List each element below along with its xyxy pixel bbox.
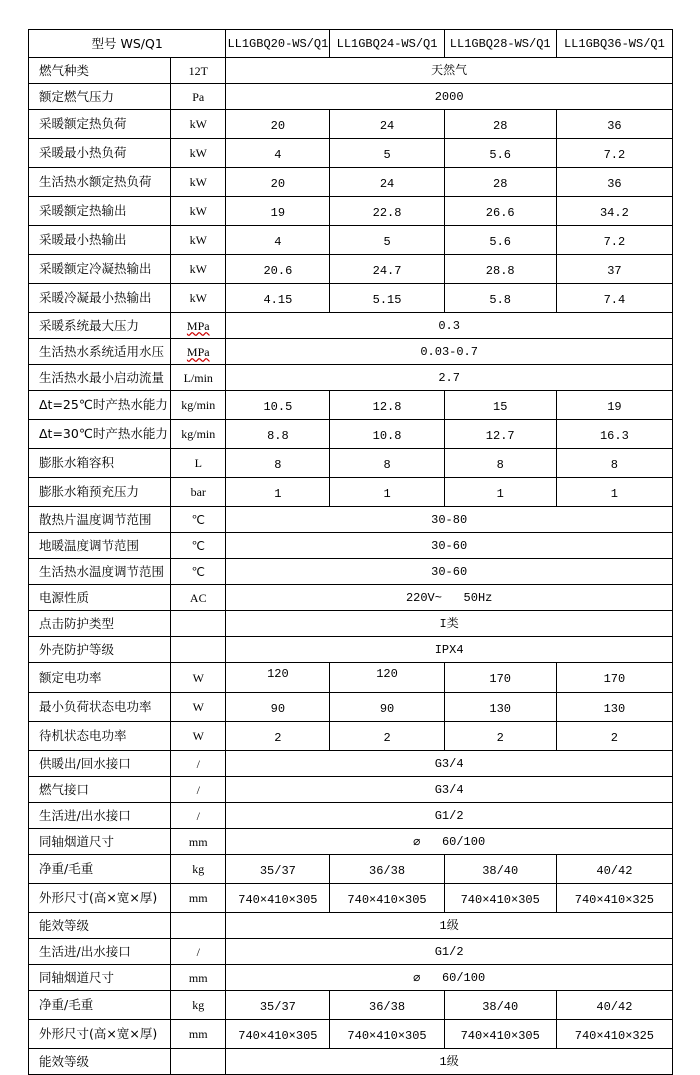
row-unit: kW [171, 168, 226, 197]
model-value: 35/37 [226, 991, 330, 1020]
model-value: 10.5 [226, 391, 330, 420]
model-value: 170 [444, 663, 556, 693]
row-label: 净重/毛重 [29, 855, 171, 884]
row-label: 采暖系统最大压力 [29, 313, 171, 339]
table-row [29, 884, 673, 913]
model-value: 20.6 [226, 255, 330, 284]
table-row [29, 255, 673, 284]
row-unit: kW [171, 226, 226, 255]
table-row [29, 58, 673, 84]
table-row [29, 478, 673, 507]
shared-value: I类 [226, 611, 673, 637]
model-value: 2 [330, 722, 444, 751]
model-value: 8 [226, 449, 330, 478]
row-unit: W [171, 693, 226, 722]
row-label: 采暖最小热输出 [29, 226, 171, 255]
model-value: 1 [444, 478, 556, 507]
row-unit: mm [171, 829, 226, 855]
shared-value: 0.3 [226, 313, 673, 339]
table-row [29, 533, 673, 559]
model-value: 8 [330, 449, 444, 478]
row-label: 散热片温度调节范围 [29, 507, 171, 533]
shared-value: G3/4 [226, 751, 673, 777]
model-value: 740×410×305 [444, 1020, 556, 1049]
model-value: 740×410×305 [330, 884, 444, 913]
model-value: 12.7 [444, 420, 556, 449]
row-unit: L [171, 449, 226, 478]
row-unit: / [171, 803, 226, 829]
table-row [29, 913, 673, 939]
row-unit: ℃ [171, 559, 226, 585]
model-value: 740×410×325 [556, 884, 672, 913]
shared-value: 天然气 [226, 58, 673, 84]
table-row [29, 168, 673, 197]
table-row [29, 284, 673, 313]
row-unit: bar [171, 478, 226, 507]
model-value: 19 [556, 391, 672, 420]
model-value: 35/37 [226, 855, 330, 884]
row-unit: / [171, 751, 226, 777]
model-value: 8.8 [226, 420, 330, 449]
table-row [29, 365, 673, 391]
row-label: 膨胀水箱预充压力 [29, 478, 171, 507]
table-row [29, 637, 673, 663]
table-row [29, 965, 673, 991]
shared-value: 1级 [226, 1049, 673, 1075]
row-label: 采暖额定热负荷 [29, 110, 171, 139]
model-value: 4 [226, 226, 330, 255]
model-value: 130 [444, 693, 556, 722]
table-row [29, 803, 673, 829]
row-label: 供暖出/回水接口 [29, 751, 171, 777]
model-value: 120 [226, 663, 330, 693]
row-unit: L/min [171, 365, 226, 391]
model-header: LL1GBQ24-WS/Q1 [330, 30, 444, 58]
table-row [29, 197, 673, 226]
model-value: 5.6 [444, 226, 556, 255]
model-value: 7.4 [556, 284, 672, 313]
table-row [29, 751, 673, 777]
shared-value: IPX4 [226, 637, 673, 663]
model-value: 20 [226, 110, 330, 139]
model-value: 20 [226, 168, 330, 197]
model-value: 16.3 [556, 420, 672, 449]
row-unit: / [171, 939, 226, 965]
table-row [29, 391, 673, 420]
model-value: 4.15 [226, 284, 330, 313]
row-label: 能效等级 [29, 913, 171, 939]
model-value: 90 [226, 693, 330, 722]
table-row [29, 991, 673, 1020]
spec-table [28, 29, 673, 1075]
row-unit [171, 611, 226, 637]
row-label: 生活热水额定热负荷 [29, 168, 171, 197]
row-label: 生活进/出水接口 [29, 803, 171, 829]
model-value: 1 [330, 478, 444, 507]
row-unit: kW [171, 284, 226, 313]
row-unit: kW [171, 139, 226, 168]
model-value: 15 [444, 391, 556, 420]
row-unit: kg [171, 855, 226, 884]
row-unit: / [171, 777, 226, 803]
model-value: 2 [444, 722, 556, 751]
row-unit: kg [171, 991, 226, 1020]
row-unit: 12T [171, 58, 226, 84]
model-value: 38/40 [444, 855, 556, 884]
row-label: 膨胀水箱容积 [29, 449, 171, 478]
table-row [29, 559, 673, 585]
table-row [29, 611, 673, 637]
unit-text: MPa [186, 318, 210, 333]
table-row [29, 449, 673, 478]
row-unit: W [171, 722, 226, 751]
model-value: 120 [330, 663, 444, 693]
shared-value: G3/4 [226, 777, 673, 803]
row-label: 生活热水最小启动流量 [29, 365, 171, 391]
row-label: 外形尺寸(高×宽×厚) [29, 1020, 171, 1049]
model-value: 90 [330, 693, 444, 722]
model-value: 5 [330, 139, 444, 168]
row-label: 电源性质 [29, 585, 171, 611]
model-value: 740×410×305 [330, 1020, 444, 1049]
model-header: LL1GBQ28-WS/Q1 [444, 30, 556, 58]
row-label: 采暖额定热输出 [29, 197, 171, 226]
model-value: 5.8 [444, 284, 556, 313]
row-unit [171, 637, 226, 663]
table-row [29, 139, 673, 168]
row-label: 外壳防护等级 [29, 637, 171, 663]
row-label: 点击防护类型 [29, 611, 171, 637]
row-unit [171, 313, 226, 339]
row-unit: kg/min [171, 420, 226, 449]
row-label: 最小负荷状态电功率 [29, 693, 171, 722]
shared-value: 30-60 [226, 559, 673, 585]
row-unit: mm [171, 1020, 226, 1049]
row-label: Δt=25℃时产热水能力 [29, 391, 171, 420]
row-unit: ℃ [171, 533, 226, 559]
shared-value: 0.03-0.7 [226, 339, 673, 365]
row-label: 同轴烟道尺寸 [29, 965, 171, 991]
model-value: 36 [556, 168, 672, 197]
row-unit: mm [171, 965, 226, 991]
model-value: 8 [444, 449, 556, 478]
shared-value: 2.7 [226, 365, 673, 391]
model-value: 740×410×305 [226, 884, 330, 913]
row-label: 燃气种类 [29, 58, 171, 84]
model-value: 40/42 [556, 991, 672, 1020]
table-row [29, 693, 673, 722]
shared-value: 220V~ 50Hz [226, 585, 673, 611]
row-label: 地暖温度调节范围 [29, 533, 171, 559]
row-label: Δt=30℃时产热水能力 [29, 420, 171, 449]
row-label: 待机状态电功率 [29, 722, 171, 751]
row-label: 生活热水系统适用水压 [29, 339, 171, 365]
table-row [29, 420, 673, 449]
shared-value: 30-80 [226, 507, 673, 533]
shared-value: 1级 [226, 913, 673, 939]
model-value: 7.2 [556, 226, 672, 255]
row-label: 采暖最小热负荷 [29, 139, 171, 168]
header-row [29, 30, 673, 58]
row-label: 生活进/出水接口 [29, 939, 171, 965]
row-unit [171, 1049, 226, 1075]
row-label: 采暖冷凝最小热输出 [29, 284, 171, 313]
shared-value: G1/2 [226, 803, 673, 829]
model-value: 22.8 [330, 197, 444, 226]
row-label: 燃气接口 [29, 777, 171, 803]
table-row [29, 226, 673, 255]
shared-value: ⌀ 60/100 [226, 829, 673, 855]
model-value: 170 [556, 663, 672, 693]
table-row [29, 829, 673, 855]
model-value: 28 [444, 110, 556, 139]
model-value: 28 [444, 168, 556, 197]
model-value: 24.7 [330, 255, 444, 284]
model-value: 26.6 [444, 197, 556, 226]
model-value: 1 [226, 478, 330, 507]
model-value: 24 [330, 168, 444, 197]
row-unit: kW [171, 197, 226, 226]
table-row [29, 663, 673, 693]
row-label: 采暖额定冷凝热输出 [29, 255, 171, 284]
model-value: 38/40 [444, 991, 556, 1020]
model-value: 10.8 [330, 420, 444, 449]
model-value: 37 [556, 255, 672, 284]
model-value: 740×410×305 [226, 1020, 330, 1049]
table-row [29, 507, 673, 533]
model-value: 36/38 [330, 991, 444, 1020]
row-label: 净重/毛重 [29, 991, 171, 1020]
model-value: 36 [556, 110, 672, 139]
row-unit: kg/min [171, 391, 226, 420]
model-value: 740×410×325 [556, 1020, 672, 1049]
model-header: LL1GBQ20-WS/Q1 [226, 30, 330, 58]
model-title: 型号 WS/Q1 [29, 30, 226, 58]
row-unit: W [171, 663, 226, 693]
row-unit: AC [171, 585, 226, 611]
row-unit: kW [171, 110, 226, 139]
shared-value: 2000 [226, 84, 673, 110]
table-row [29, 939, 673, 965]
model-value: 28.8 [444, 255, 556, 284]
table-row [29, 722, 673, 751]
row-label: 能效等级 [29, 1049, 171, 1075]
row-label: 生活热水温度调节范围 [29, 559, 171, 585]
unit-text: MPa [186, 344, 210, 359]
model-value: 24 [330, 110, 444, 139]
model-header: LL1GBQ36-WS/Q1 [556, 30, 672, 58]
model-value: 4 [226, 139, 330, 168]
model-value: 19 [226, 197, 330, 226]
table-row [29, 1020, 673, 1049]
table-row [29, 585, 673, 611]
table-row [29, 110, 673, 139]
model-value: 8 [556, 449, 672, 478]
model-value: 12.8 [330, 391, 444, 420]
row-unit: ℃ [171, 507, 226, 533]
model-value: 7.2 [556, 139, 672, 168]
table-row [29, 84, 673, 110]
model-value: 740×410×305 [444, 884, 556, 913]
model-value: 2 [226, 722, 330, 751]
row-unit [171, 913, 226, 939]
shared-value: G1/2 [226, 939, 673, 965]
row-label: 外形尺寸(高×宽×厚) [29, 884, 171, 913]
row-unit [171, 339, 226, 365]
table-row [29, 777, 673, 803]
model-value: 5 [330, 226, 444, 255]
model-value: 5.6 [444, 139, 556, 168]
row-label: 同轴烟道尺寸 [29, 829, 171, 855]
model-value: 1 [556, 478, 672, 507]
model-value: 130 [556, 693, 672, 722]
table-row [29, 855, 673, 884]
row-label: 额定电功率 [29, 663, 171, 693]
table-row [29, 1049, 673, 1075]
model-value: 40/42 [556, 855, 672, 884]
table-row [29, 339, 673, 365]
row-unit: kW [171, 255, 226, 284]
model-value: 36/38 [330, 855, 444, 884]
row-unit: mm [171, 884, 226, 913]
model-value: 2 [556, 722, 672, 751]
row-label: 额定燃气压力 [29, 84, 171, 110]
row-unit: Pa [171, 84, 226, 110]
table-row [29, 313, 673, 339]
shared-value: 30-60 [226, 533, 673, 559]
shared-value: ⌀ 60/100 [226, 965, 673, 991]
model-value: 34.2 [556, 197, 672, 226]
model-value: 5.15 [330, 284, 444, 313]
